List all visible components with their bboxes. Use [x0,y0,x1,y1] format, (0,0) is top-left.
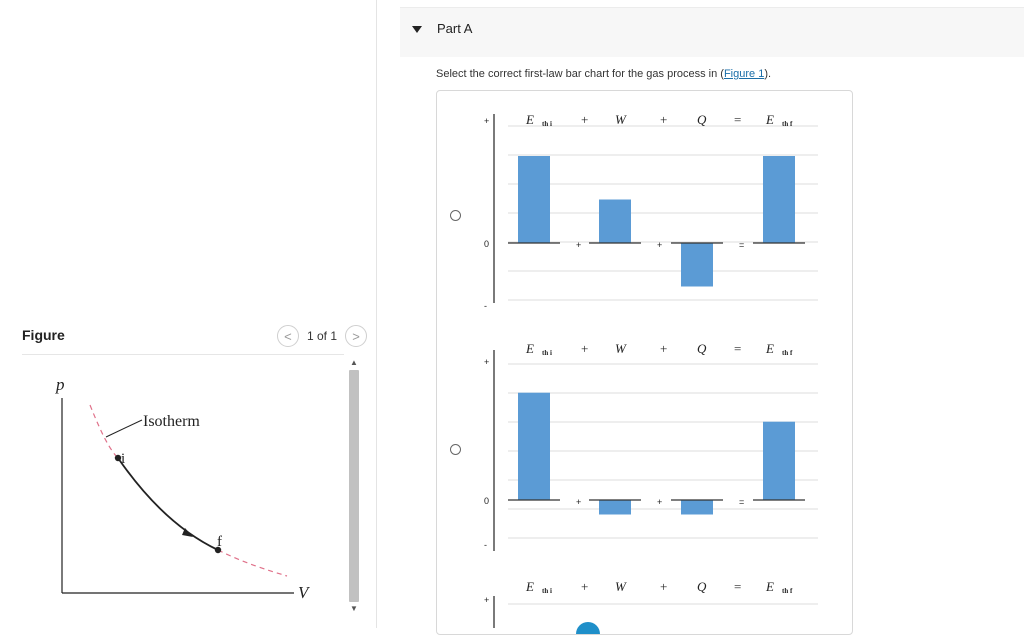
figure-scrollbar[interactable] [347,357,361,615]
chart-header-term: E [766,341,774,356]
y-tick-label: 0 [484,496,490,506]
chart-header-term: E [526,579,534,594]
chart-header-term: E [526,112,534,127]
chart-header-term: W [615,341,626,356]
chevron-left-icon: < [284,328,292,344]
figure-panel [0,0,376,628]
chart-header-term: E [766,112,774,127]
chart-header-term: E [526,341,534,356]
scroll-down-icon[interactable]: ▼ [350,604,358,613]
bar-Eth_i [518,393,550,500]
bar-chart-option-3 [478,576,823,628]
question-prefix: Select the correct first-law bar chart for the gas process in ( [436,68,724,80]
bar-Q [681,500,713,515]
chart-header-term: th i [542,587,552,595]
pv-diagram [22,360,342,622]
caret-down-icon[interactable] [412,26,422,33]
bar-Eth_i [518,156,550,243]
chart-header-term: E [766,579,774,594]
final-label: f [217,534,222,550]
question-text [436,68,771,80]
chart-header-term: = [734,579,742,594]
chart-header-term: Q [697,579,707,594]
bar-chart-svg [478,106,823,316]
isotherm-dashed-upper [90,405,118,458]
part-title: Part A [437,21,473,36]
bar-chart-svg [478,336,823,558]
chart-header-term: Q [697,341,707,356]
chart-header-term: + [581,112,589,127]
bar-chart-option-1 [478,106,823,316]
chart-header-term: = [734,112,742,127]
chart-header-term: th f [782,587,793,595]
scroll-up-icon[interactable]: ▲ [350,358,358,367]
chart-header-term: + [660,579,668,594]
part-a-header[interactable] [400,7,1024,57]
bar-W [599,200,631,244]
pv-diagram-svg [22,360,342,622]
isotherm-dashed-lower [218,550,287,576]
operator-sign: + [657,497,663,507]
operator-sign: = [739,240,745,250]
pane-divider [376,0,377,628]
chevron-right-icon: > [352,328,360,344]
bar-Eth_f [763,156,795,243]
question-suffix: ). [764,68,772,80]
chart-header-term: W [615,579,626,594]
chart-header-term: th f [782,349,793,357]
isotherm-leader-line [106,420,142,437]
bar-chart-option-2 [478,336,823,558]
y-tick-label: - [484,540,487,550]
bar-Eth_f [763,422,795,500]
bar-chart-svg [478,576,823,628]
chart-header-term: = [734,341,742,356]
figure-divider [22,354,344,355]
initial-label: i [121,451,126,467]
operator-sign: + [576,240,582,250]
chart-header-term: + [581,341,589,356]
process-curve [118,458,218,550]
bar-Q [681,243,713,287]
chart-header-term: + [660,112,668,127]
figure-header [22,324,367,352]
chart-header-term: th i [542,120,552,128]
chart-header-term: + [660,341,668,356]
chart-header-term: W [615,112,626,127]
x-axis-label: V [298,583,309,602]
y-tick-label: + [484,116,490,126]
y-axis-label: p [56,375,65,394]
scroll-thumb[interactable] [349,370,359,602]
isotherm-label: Isotherm [143,413,200,430]
figure-link[interactable]: Figure 1 [723,68,765,80]
y-tick-label: 0 [484,239,490,249]
figure-pager [277,324,367,348]
figure-title: Figure [22,327,65,343]
y-tick-label: - [484,301,487,311]
y-tick-label: + [484,595,490,605]
prev-figure-button[interactable] [277,325,299,347]
pager-count: 1 of 1 [306,329,337,343]
operator-sign: = [739,497,745,507]
option-2-radio[interactable] [450,444,461,455]
operator-sign: + [576,497,582,507]
chart-header-term: + [581,579,589,594]
y-tick-label: + [484,357,490,367]
chart-header-term: th f [782,120,793,128]
chart-header-term: th i [542,349,552,357]
next-figure-button[interactable] [345,325,367,347]
chart-header-term: Q [697,112,707,127]
bar-W [599,500,631,515]
operator-sign: + [657,240,663,250]
option-1-radio[interactable] [450,210,461,221]
